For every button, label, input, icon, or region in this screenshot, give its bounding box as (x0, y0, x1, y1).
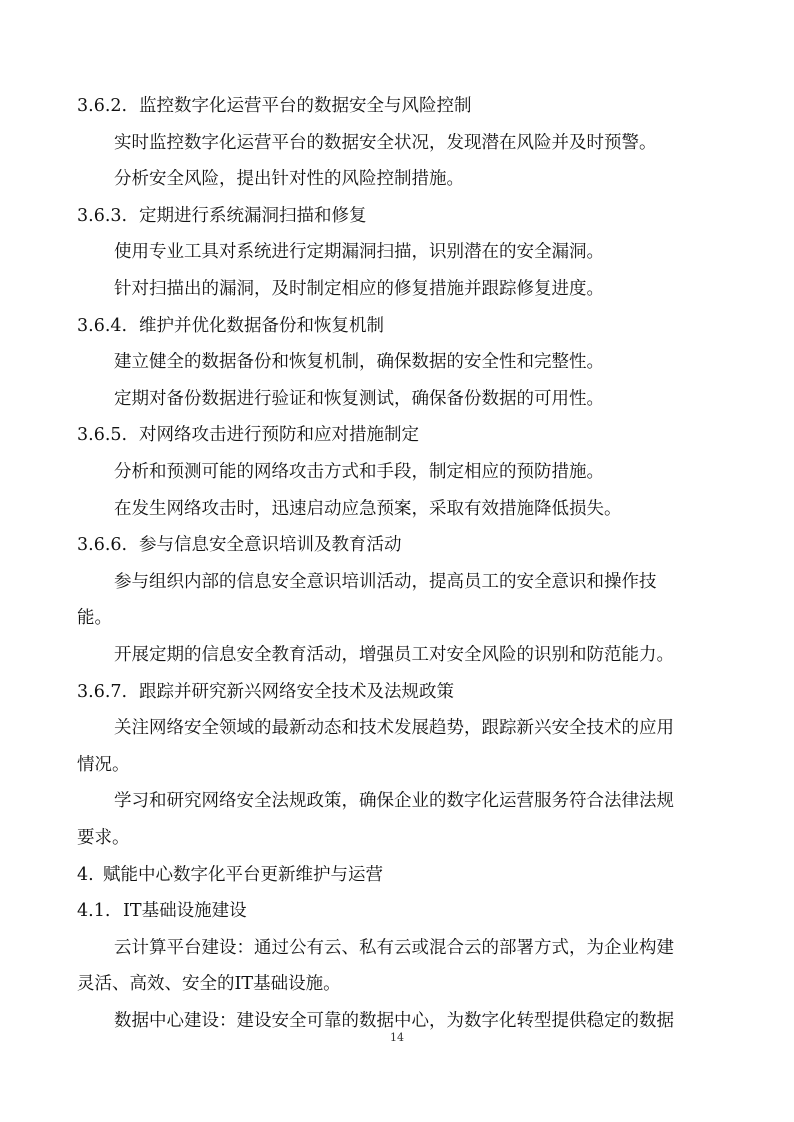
paragraph: 分析和预测可能的网络攻击方式和手段，制定相应的预防措施。 (114, 462, 604, 482)
section-heading (77, 533, 794, 557)
section-title: 参与信息安全意识培训及教育活动 (139, 535, 402, 556)
section-number: 3.6.7. (77, 681, 128, 702)
paragraph-continuation: 灵活、高效、安全的IT基础设施。 (77, 974, 341, 995)
section-number: 3.6.4. (77, 315, 128, 336)
section-title: IT基础设施建设 (123, 901, 247, 922)
section-heading (77, 680, 794, 704)
paragraph: 建立健全的数据备份和恢复机制，确保数据的安全性和完整性。 (114, 352, 604, 373)
paragraph: 在发生网络攻击时，迅速启动应急预案，采取有效措施降低损失。 (114, 498, 622, 519)
section-heading (77, 863, 794, 887)
paragraph: 数据中心建设：建设安全可靠的数据中心，为数字化转型提供稳定的数据 (114, 1011, 674, 1031)
paragraph: 使用专业工具对系统进行定期漏洞扫描，识别潜在的安全漏洞。 (114, 242, 604, 263)
paragraph: 定期对备份数据进行验证和恢复测试，确保备份数据的可用性。 (114, 388, 604, 409)
section-number: 4. (77, 864, 94, 885)
section-number: 3.6.6. (77, 535, 128, 556)
section-heading (77, 899, 794, 923)
paragraph: 分析安全风险，提出针对性的风险控制措施。 (114, 169, 464, 190)
section-title: 监控数字化运营平台的数据安全与风险控制 (139, 96, 472, 116)
section-heading (77, 204, 794, 228)
paragraph: 云计算平台建设：通过公有云、私有云或混合云的部署方式，为企业构建 (114, 937, 674, 958)
section-heading (77, 94, 794, 118)
page-number: 14 (390, 1031, 404, 1044)
paragraph: 开展定期的信息安全教育活动，增强员工对安全风险的识别和防范能力。 (114, 645, 674, 665)
section-title: 对网络攻击进行预防和应对措施制定 (139, 425, 419, 446)
paragraph: 实时监控数字化运营平台的数据安全状况，发现潜在风险并及时预警。 (114, 132, 657, 153)
section-title: 定期进行系统漏洞扫描和修复 (139, 205, 367, 226)
paragraph-continuation: 要求。 (77, 828, 130, 848)
paragraph: 学习和研究网络安全法规政策，确保企业的数字化运营服务符合法律法规 (114, 791, 674, 812)
section-number: 3.6.2. (77, 96, 128, 116)
section-number: 3.6.3. (77, 205, 128, 226)
section-heading (77, 314, 794, 338)
section-number: 3.6.5. (77, 425, 128, 446)
paragraph: 关注网络安全领域的最新动态和技术发展趋势，跟踪新兴安全技术的应用 (114, 718, 674, 739)
paragraph-continuation: 能。 (77, 608, 112, 629)
paragraph-continuation: 情况。 (77, 754, 130, 775)
section-title: 赋能中心数字化平台更新维护与运营 (103, 864, 383, 885)
section-number: 4.1. (77, 901, 111, 922)
paragraph: 针对扫描出的漏洞，及时制定相应的修复措施并跟踪修复进度。 (114, 279, 604, 299)
section-title: 跟踪并研究新兴网络安全技术及法规政策 (139, 681, 454, 702)
section-heading (77, 423, 794, 447)
section-title: 维护并优化数据备份和恢复机制 (139, 315, 384, 336)
paragraph: 参与组织内部的信息安全意识培训活动，提高员工的安全意识和操作技 (114, 571, 657, 592)
